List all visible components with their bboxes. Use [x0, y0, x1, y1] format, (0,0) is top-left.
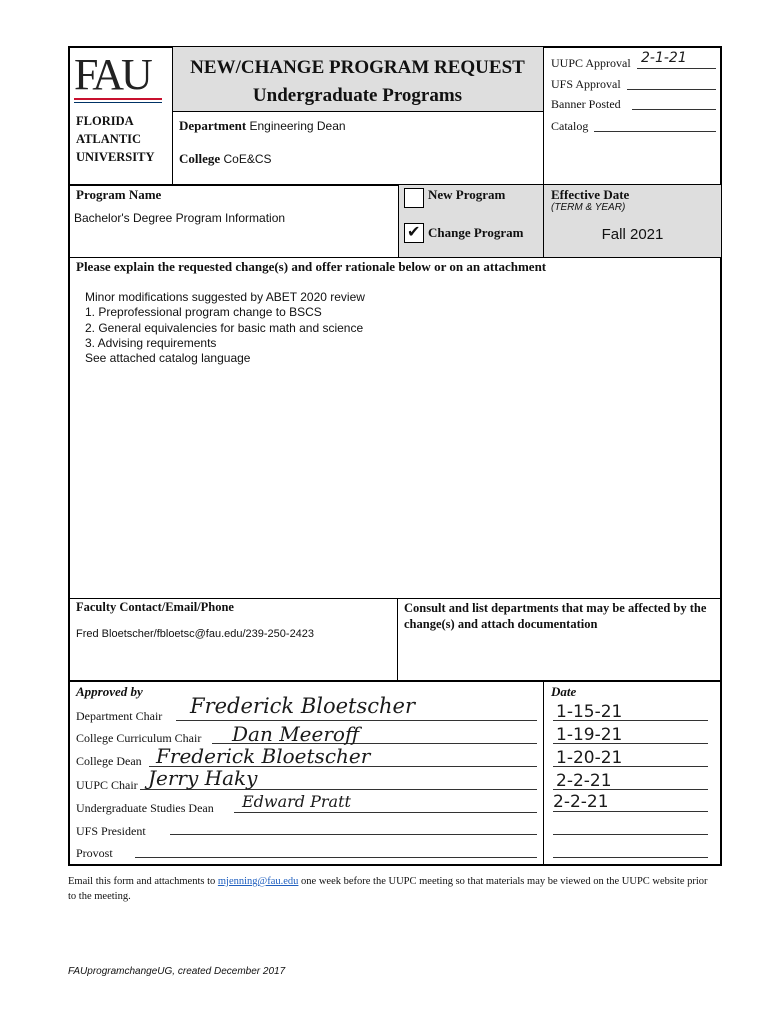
- signature: Frederick Bloetscher: [190, 694, 416, 718]
- ufs-approval-label: UFS Approval: [551, 77, 621, 91]
- explain-label: Please explain the requested change(s) and offer rationale below or on an attachment: [76, 259, 547, 274]
- fau-logo: [74, 50, 166, 107]
- title-line: NEW/CHANGE PROGRAM REQUEST: [190, 57, 525, 78]
- form-title: [172, 54, 543, 110]
- signature-line[interactable]: [135, 857, 537, 858]
- uupc-approval-label: UUPC Approval: [551, 56, 631, 70]
- note-text: Email this form and attachments to: [68, 876, 218, 887]
- divider: [69, 680, 721, 682]
- effective-date-sub: (TERM & YEAR): [551, 202, 626, 213]
- new-program-checkbox[interactable]: [404, 188, 424, 208]
- contact-value[interactable]: Fred Bloetscher/fbloetsc@fau.edu/239-250-2423: [76, 628, 315, 640]
- role-label: College Curriculum Chair: [76, 731, 202, 745]
- approval-date: 1-20-21: [556, 748, 623, 768]
- date-line[interactable]: [553, 857, 708, 858]
- submission-note: [68, 874, 718, 904]
- divider: [543, 47, 544, 184]
- uupc-approval-line: [637, 68, 716, 69]
- department-label: Department: [179, 118, 247, 133]
- uupc-approval-value[interactable]: 2-1-21: [641, 50, 687, 66]
- program-name-value[interactable]: Bachelor's Degree Program Information: [74, 211, 286, 225]
- divider: [543, 185, 544, 257]
- note-text: one week before the UUPC meeting so that materials may be viewed on the UUPC website prior to the meeting.: [68, 876, 708, 902]
- role-label: Undergraduate Studies Dean: [76, 801, 214, 815]
- role-label: Provost: [76, 846, 113, 860]
- change-program-label: Change Program: [428, 225, 524, 240]
- approved-by-label: Approved by: [76, 684, 143, 699]
- ufs-approval-line[interactable]: [627, 89, 716, 90]
- university-name: [76, 112, 155, 166]
- signature: Edward Pratt: [242, 792, 351, 811]
- effective-date-label: Effective Date: [551, 187, 630, 202]
- banner-posted-line[interactable]: [632, 109, 716, 110]
- signature-line[interactable]: [170, 834, 537, 835]
- university-line: UNIVERSITY: [76, 150, 155, 164]
- program-name-label: Program Name: [76, 187, 162, 202]
- role-label: UFS President: [76, 824, 146, 838]
- contact-label: Faculty Contact/Email/Phone: [76, 600, 234, 614]
- college-label: College: [179, 151, 221, 166]
- signature: Jerry Haky: [148, 766, 258, 790]
- divider: [398, 185, 399, 257]
- signature: Dan Meeroff: [232, 722, 360, 746]
- divider: [69, 257, 721, 258]
- banner-posted-label: Banner Posted: [551, 97, 621, 111]
- explain-text[interactable]: [85, 290, 365, 366]
- role-label: UUPC Chair: [76, 778, 138, 792]
- divider: [69, 598, 721, 599]
- department-field: [179, 118, 346, 134]
- role-label: College Dean: [76, 754, 142, 768]
- approval-date: 1-15-21: [556, 702, 623, 722]
- consult-label: Consult and list departments that may be affected by the change(s) and attach documentation: [404, 601, 707, 631]
- signature-line[interactable]: [176, 720, 537, 721]
- date-label: Date: [551, 684, 577, 699]
- university-line: FLORIDA: [76, 114, 134, 128]
- catalog-label: Catalog: [551, 119, 589, 133]
- explain-line: See attached catalog language: [85, 351, 251, 366]
- footer-text: FAUprogramchangeUG, created December 2017: [68, 966, 286, 977]
- approval-date: 1-19-21: [556, 725, 623, 745]
- college-value[interactable]: CoE&CS: [223, 152, 272, 166]
- check-icon: ✔: [407, 222, 421, 241]
- approval-date: 2-2-21: [556, 771, 612, 791]
- explain-line: 3. Advising requirements: [85, 335, 217, 350]
- divider: [543, 681, 544, 865]
- subtitle-line: Undergraduate Programs: [252, 85, 463, 106]
- signature-line[interactable]: [234, 812, 537, 813]
- college-field: [179, 151, 272, 167]
- signature: Frederick Bloetscher: [156, 744, 371, 768]
- email-link[interactable]: mjenning@fau.edu: [217, 876, 299, 887]
- date-line[interactable]: [553, 834, 708, 835]
- role-label: Department Chair: [76, 709, 163, 723]
- new-program-label: New Program: [428, 187, 506, 202]
- catalog-line[interactable]: [594, 131, 716, 132]
- effective-date-value[interactable]: Fall 2021: [601, 226, 664, 243]
- logo-text: FAU: [74, 50, 150, 99]
- explain-line: 1. Preprofessional program change to BSCS: [85, 305, 322, 320]
- department-value[interactable]: Engineering Dean: [249, 119, 346, 133]
- university-line: ATLANTIC: [76, 132, 142, 146]
- change-program-checkbox[interactable]: [404, 223, 424, 243]
- explain-line: 2. General equivalencies for basic math and science: [85, 320, 364, 335]
- divider: [397, 598, 398, 680]
- divider: [172, 111, 543, 112]
- approval-date: 2-2-21: [553, 792, 609, 812]
- explain-line: Minor modifications suggested by ABET 2020 review: [85, 290, 365, 304]
